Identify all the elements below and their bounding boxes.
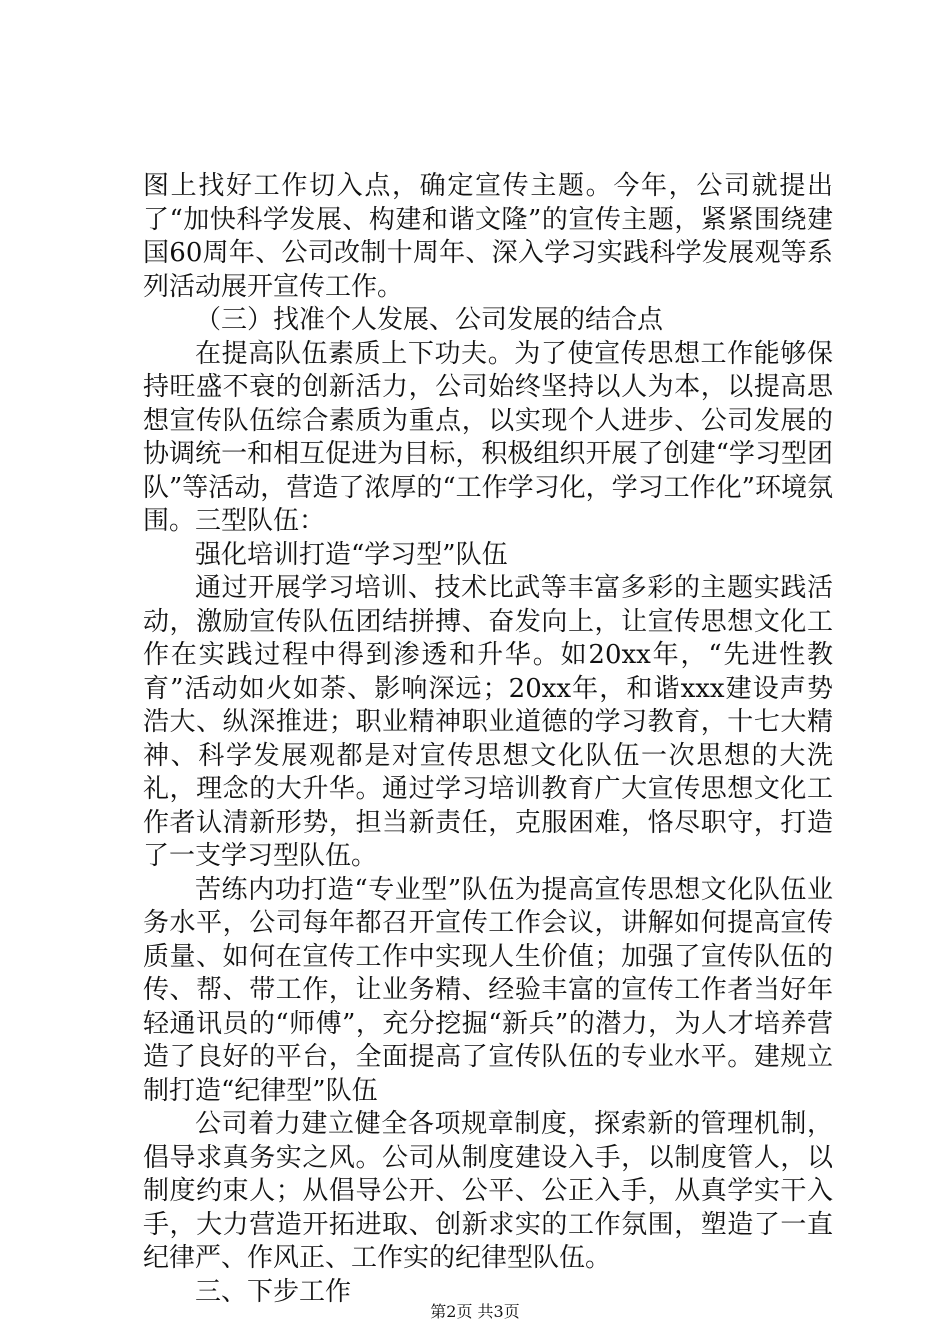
paragraph: 图上找好工作切入点，确定宣传主题。今年，公司就提出了“加快科学发展、构建和谐文隆”的宣传主题，紧紧围绕建国60周年、公司改制十周年、深入学习实践科学发展观等系列活动展开宣传工作。	[143, 171, 833, 302]
paragraph: 通过开展学习培训、技术比武等丰富多彩的主题实践活动，激励宣传队伍团结拼搏、奋发向上，让宣传思想文化工作在实践过程中得到渗透和升华。如20xx年，“先进性教育”活动如火如荼、影响深远；20xx年，和谐xxx建设声势浩大、纵深推进；职业精神职业道德的学习教育，十七大精神、科学发展观都是对宣传思想文化队伍一次思想的大洗礼，理念的大升华。通过学习培训教育广大宣传思想文化工作者认清新形势，担当新责任，克服困难，恪尽职守，打造了一支学习型队伍。	[143, 573, 833, 871]
paragraph: 在提高队伍素质上下功夫。为了使宣传思想工作能够保持旺盛不衰的创新活力，公司始终坚持以人为本，以提高思想宣传队伍综合素质为重点，以实现个人进步、公司发展的协调统一和相互促进为目标，积极组织开展了创建“学习型团队”等活动，营造了浓厚的“工作学习化，学习工作化”环境氛围。三型队伍：	[143, 338, 833, 536]
page-footer: 第2页 共3页	[430, 1302, 520, 1321]
section-heading: （三）找准个人发展、公司发展的结合点	[195, 305, 664, 335]
paragraph: 公司着力建立健全各项规章制度，探索新的管理机制，倡导求真务实之风。公司从制度建设入手，以制度管人，以制度约束人；从倡导公开、公平、公正入手，从真学实干入手，大力营造开拓进取、创新求实的工作氛围，塑造了一直纪律严、作风正、工作实的纪律型队伍。	[143, 1109, 833, 1273]
section-heading: 三、下步工作	[195, 1276, 352, 1307]
subheading: 强化培训打造“学习型”队伍	[195, 539, 508, 570]
paragraph: 苦练内功打造“专业型”队伍为提高宣传思想文化队伍业务水平，公司每年都召开宣传工作会议，讲解如何提高宣传质量、如何在宣传工作中实现人生价值；加强了宣传队伍的传、帮、带工作，让业务精、经验丰富的宣传工作者当好年轻通讯员的“师傅”，充分挖掘“新兵”的潜力，为人才培养营造了良好的平台，全面提高了宣传队伍的专业水平。建规立制打造“纪律型”队伍	[143, 874, 833, 1106]
document-body	[143, 170, 833, 1309]
